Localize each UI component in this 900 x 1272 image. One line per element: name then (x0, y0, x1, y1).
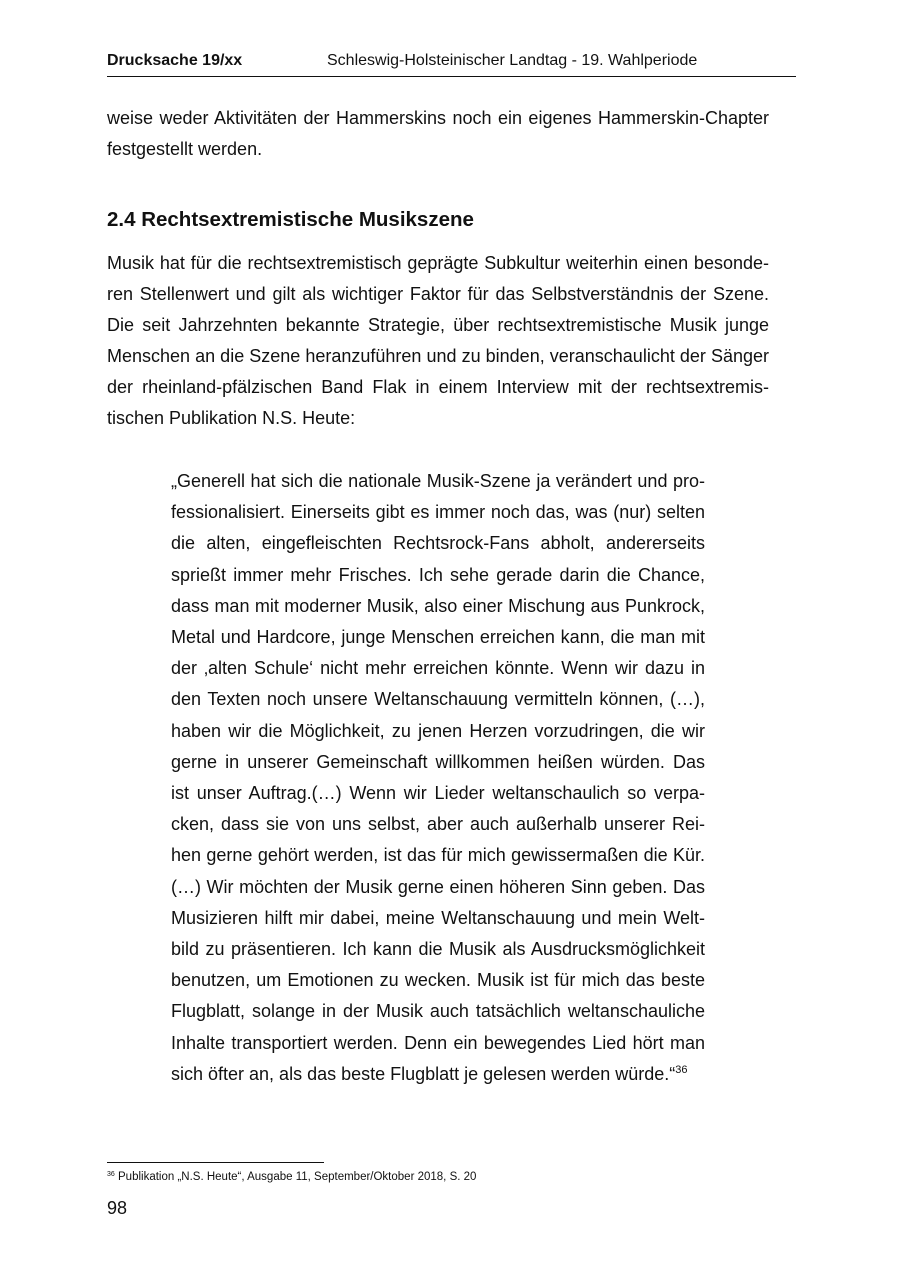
footnote-reference[interactable]: 36 (675, 1063, 688, 1076)
document-number: Drucksache 19/xx (107, 52, 243, 69)
quote-text: „Generell hat sich die nationale Musik-Szene ja verändert und professionalisiert. Einerseits gibt es immer noch das, was (nur) selten die alten, eingefleischten Rechtsrock-Fans abholt, andererseits sprießt immer mehr Frisches. Ich sehe gerade darin die Chance, dass man mit moderner Musik, also einer Mischung aus Punkrock, Metal und Hardcore, junge Menschen erreichen kann, die man mit der ‚alten Schule‘ nicht mehr erreichen könnte. Wenn wir dazu in den Texten noch unsere Weltanschauung vermitteln können, (…), haben wir die Möglichkeit, zu jenen Herzen vorzudringen, die wir gerne in unserer Gemeinschaft willkommen heißen würden. Das ist unser Auftrag.(…) Wenn wir Lieder weltanschaulich so verpacken, dass sie von uns selbst, aber auch außerhalb unserer Reihen gerne gehört werden, ist das für mich gewissermaßen die Kür. (…) Wir möchten der Musik gerne einen höheren Sinn geben. Das Musizieren hilft mir dabei, meine Weltanschauung und mein Weltbild zu präsentieren. Ich kann die Musik als Ausdrucksmöglichkeit benutzen, um Emotionen zu wecken. Musik ist für mich das beste Flugblatt, solange in der Musik auch tatsächlich weltanschauliche Inhalte transportiert werden. Denn ein bewegendes Lied hört man sich öfter an, als das beste Flugblatt je gelesen werden würde.“ (171, 471, 705, 1084)
footnote-number: 36 (107, 1171, 115, 1178)
page-header (107, 52, 796, 77)
paragraph-continuation: weise weder Aktivitäten der Hammerskins noch ein eigenes Hammerskin-Chapter festgestellt werden. (107, 108, 769, 159)
section-heading: 2.4 Rechtsextremistische Musikszene (107, 208, 474, 231)
section-paragraph: Musik hat für die rechtsextremistisch geprägte Subkultur weiterhin einen besonderen Stellenwert und gilt als wichtiger Faktor für das Selbstverständnis der Szene. Die seit Jahrzehnten bekannte Strategie, über rechtsextremistische Musik junge Menschen an die Szene heranzuführen und zu binden, veranschaulicht der Sänger der rheinland-pfälzischen Band Flak in einem Interview mit der rechtsextremistischen Publikation N.S. Heute: (107, 253, 769, 428)
header-title: Schleswig-Holsteinischer Landtag - 19. Wahlperiode (327, 52, 698, 69)
footnote (107, 1171, 476, 1183)
block-quote (171, 466, 705, 1090)
footnote-text: Publikation „N.S. Heute“, Ausgabe 11, September/Oktober 2018, S. 20 (118, 1171, 477, 1183)
footnote-separator (107, 1162, 324, 1163)
page-number: 98 (107, 1198, 128, 1218)
